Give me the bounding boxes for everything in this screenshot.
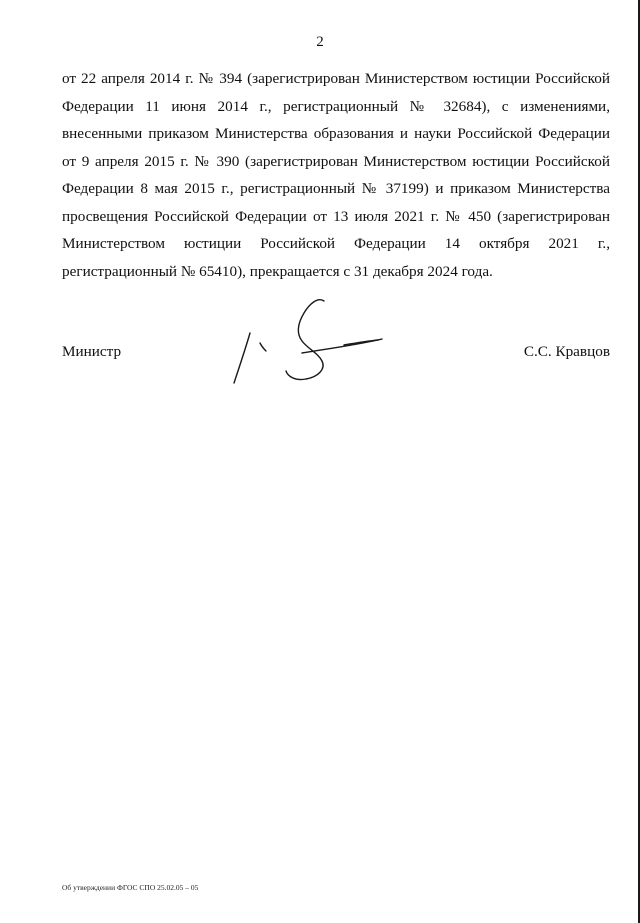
page-number: 2 bbox=[316, 34, 324, 50]
body-line: от 22 апреля 2014 г. № 394 (зарегистрирован Министерством юстиции Российской bbox=[62, 70, 610, 87]
body-line: Федерации 8 мая 2015 г., регистрационный № 37199) и приказом Министерства bbox=[62, 180, 610, 197]
body-line: от 9 апреля 2015 г. № 390 (зарегистрирован Министерством юстиции Российской bbox=[62, 152, 610, 170]
body-line: регистрационный № 65410), прекращается с 31 декабря 2024 года. bbox=[62, 262, 493, 280]
handwritten-signature bbox=[226, 295, 386, 390]
body-line: внесенными приказом Министерства образования и науки Российской Федерации bbox=[62, 125, 610, 142]
body-line: Федерации 11 июня 2014 г., регистрационный № 32684), с изменениями, bbox=[62, 97, 610, 115]
body-line: Министерством юстиции Российской Федерации 14 октября 2021 г., bbox=[62, 235, 610, 252]
signatory-name: С.С. Кравцов bbox=[523, 343, 610, 360]
signatory-title: Министр bbox=[62, 343, 122, 360]
footer-document-code: Об утверждении ФГОС СПО 25.02.05 – 05 bbox=[62, 883, 199, 892]
body-line: просвещения Российской Федерации от 13 июля 2021 г. № 450 (зарегистрирован bbox=[62, 207, 610, 225]
document-body bbox=[62, 65, 610, 285]
